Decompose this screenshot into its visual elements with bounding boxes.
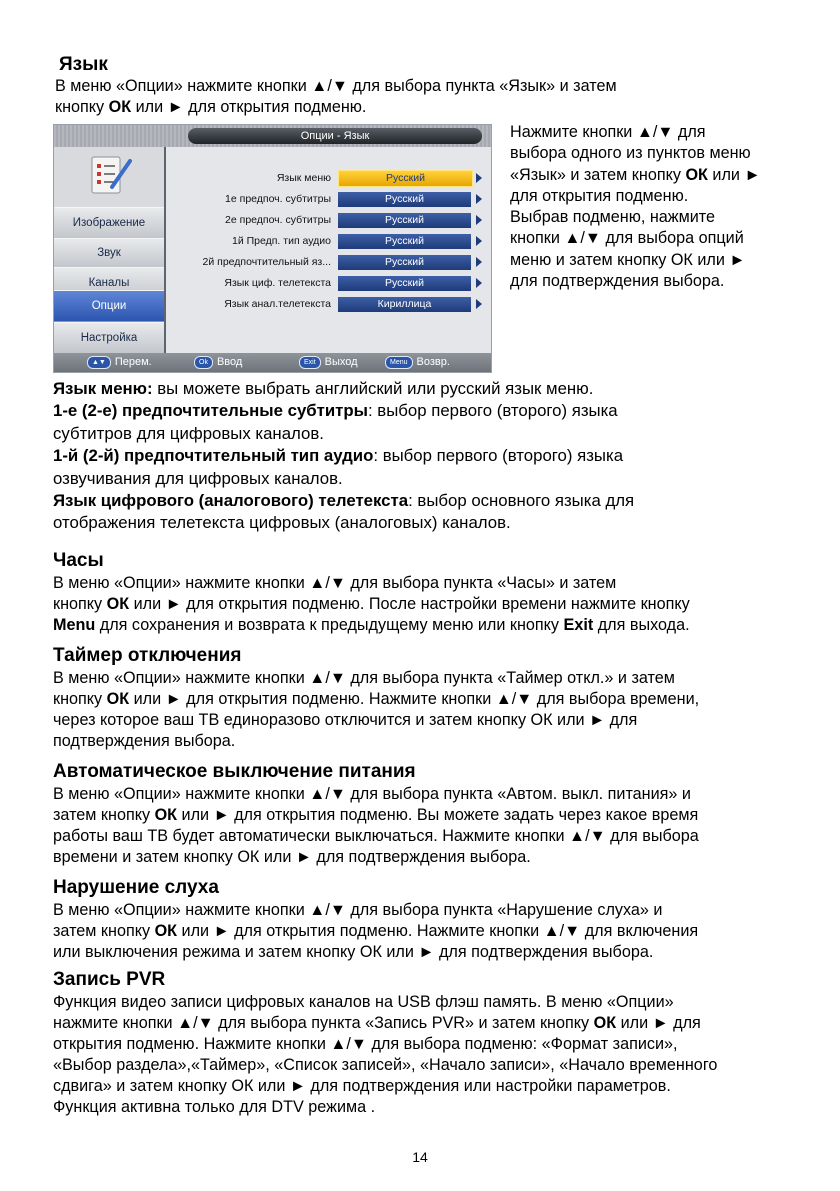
side-instructions: Нажмите кнопки ▲/▼ для выбора одного из пунктов меню «Язык» и затем кнопку ОК или ► для открытия подменю. Выбрав подменю, нажмите кнопки ▲/▼ для выбора опций меню и затем кнопку ОК или ► для подтверждения выбора. (510, 123, 761, 291)
row-label: Язык циф. телетекста (224, 277, 331, 289)
side-item-channels[interactable]: Каналы (54, 267, 164, 300)
menu-key-icon: Menu (385, 356, 413, 369)
arrow-right-icon (476, 278, 482, 288)
menu-row[interactable] (166, 189, 492, 210)
intro-line-1: В меню «Опции» нажмите кнопки ▲/▼ для выбора пункта «Язык» и затем (55, 77, 617, 95)
side-item-sound[interactable]: Звук (54, 238, 164, 268)
hint-enter: Ok Ввод (194, 353, 242, 372)
row-label: Язык меню (276, 172, 331, 184)
hearing-text: В меню «Опции» нажмите кнопки ▲/▼ для выбора пункта «Нарушение слуха» и затем кнопку ОК или ► для открытия подменю. Нажмите кнопки ▲/▼ для включения или выключения режима и затем кнопку ОК или ► для подтверждения выбора. (53, 901, 699, 961)
heading-pvr: Запись PVR (53, 969, 166, 990)
heading-language: Язык (59, 54, 108, 75)
menu-row[interactable] (166, 294, 492, 315)
row-value[interactable]: Русский (338, 255, 471, 270)
heading-clock: Часы (53, 550, 104, 571)
row-value[interactable]: Русский (338, 234, 471, 249)
row-label: 1й Предп. тип аудио (232, 235, 331, 247)
row-label: 2е предпоч. субтитры (225, 214, 331, 226)
arrow-right-icon (476, 194, 482, 204)
row-label: 1е предпоч. субтитры (225, 193, 331, 205)
row-label: 2й предпочтительный яз... (202, 256, 331, 268)
row-value[interactable]: Русский (338, 213, 471, 228)
arrow-right-icon (476, 236, 482, 246)
menu-title: Опции - Язык (188, 128, 482, 144)
exit-key-icon: Exit (299, 356, 321, 369)
auto-off-text: В меню «Опции» нажмите кнопки ▲/▼ для выбора пункта «Автом. выкл. питания» и затем кнопку ОК или ► для открытия подменю. Вы можете задать через какое время работы ваш ТВ будет автоматически выключаться. Нажмите кнопки ▲/▼ для выбора времени и затем кнопку ОК или ► для подтверждения выбора. (53, 785, 699, 866)
pvr-text: Функция видео записи цифровых каналов на USB флэш память. В меню «Опции» нажмите кнопки ▲/▼ для выбора пункта «Запись PVR» и затем кнопку ОК или ► для открытия подменю. Нажмите кнопки ▲/▼ для выбора подменю: «Формат записи», «Выбор раздела»,«Таймер», «Список записей», «Начало записи», «Начало временного сдвига» и затем кнопку ОК или ► для подтверждения или настройки параметров. Функция активна только для DTV режима . (53, 993, 718, 1116)
ok-key-icon: Ok (194, 356, 213, 369)
heading-sleep-timer: Таймер отключения (53, 645, 242, 666)
menu-row[interactable] (166, 168, 492, 189)
clock-text: В меню «Опции» нажмите кнопки ▲/▼ для выбора пункта «Часы» и затем кнопку ОК или ► для открытия подменю. После настройки времени нажмите кнопку Menu для сохранения и возврата к предыдущему меню или кнопку Exit для выхода. (53, 574, 690, 634)
menu-bottom-bar (54, 353, 491, 372)
arrow-right-icon (476, 173, 482, 183)
arrow-right-icon (476, 299, 482, 309)
hint-back: Menu Возвр. (385, 353, 450, 372)
side-item-setup[interactable]: Настройка (54, 322, 164, 354)
row-value[interactable]: Кириллица (338, 297, 471, 312)
row-value[interactable]: Русский (338, 192, 471, 207)
intro-line-2: кнопку ОК или ► для открытия подменю. (55, 98, 367, 116)
row-value[interactable]: Русский (338, 170, 473, 187)
menu-row[interactable] (166, 210, 492, 231)
row-label: Язык анал.телетекста (224, 298, 331, 310)
arrow-right-icon (476, 215, 482, 225)
menu-row[interactable] (166, 252, 492, 273)
row-value[interactable]: Русский (338, 276, 471, 291)
hint-navigate: ▲▼ Перем. (87, 353, 152, 372)
definitions: Язык меню: вы можете выбрать английский или русский язык меню. 1-е (2-е) предпочтительные субтитры: выбор первого (второго) языка субтитров для цифровых каналов. 1-й (2-й) предпочтительный тип аудио: выбор первого (второго) языка озвучивания для цифровых каналов. Язык цифрового (аналогового) телетекста: выбор основного языка для отображения телетекста цифровых (аналоговых) каналов. (53, 379, 635, 533)
arrow-right-icon (476, 257, 482, 267)
hint-exit: Exit Выход (299, 353, 358, 372)
side-item-options[interactable]: Опции (54, 290, 164, 322)
menu-panel (164, 147, 492, 353)
options-category-icon (54, 147, 164, 207)
menu-row[interactable] (166, 231, 492, 252)
tv-menu-screenshot (53, 124, 492, 373)
side-item-picture[interactable]: Изображение (54, 207, 164, 239)
nav-key-icon: ▲▼ (87, 356, 111, 369)
heading-auto-off: Автоматическое выключение питания (53, 761, 416, 782)
page-number: 14 (412, 1149, 428, 1165)
sleep-text: В меню «Опции» нажмите кнопки ▲/▼ для выбора пункта «Таймер откл.» и затем кнопку ОК или ► для открытия подменю. Нажмите кнопки ▲/▼ для выбора времени, через которое ваш ТВ единоразово отключится и затем кнопку ОК или ► для подтверждения выбора. (53, 669, 700, 750)
heading-hearing: Нарушение слуха (53, 877, 219, 898)
menu-row[interactable] (166, 273, 492, 294)
